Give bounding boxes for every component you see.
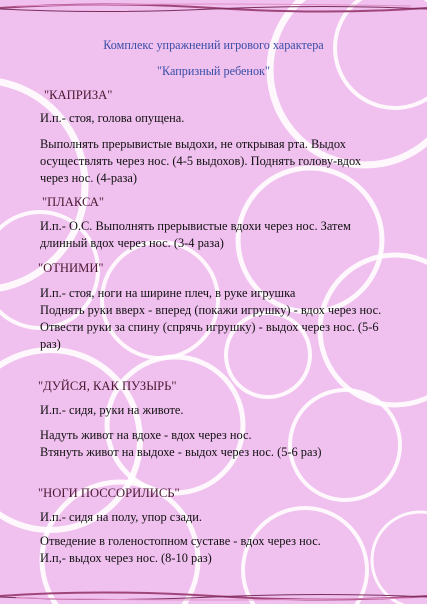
exercise-text-line: Надуть живот на вдохе - вдох через нос. (40, 428, 252, 442)
exercise-heading: "ПЛАКСА" (42, 195, 104, 209)
exercise-text-line: Втянуть живот на выдохе - выдох через нос. (5-6 раз) (40, 445, 322, 459)
exercise-text-line: Отведение в голеностопном суставе - вдох через нос. (40, 534, 321, 548)
exercise-text-line: раз) (40, 337, 61, 351)
exercise-text-line: И.п.- стоя, ноги на ширине плеч, в руке игрушка (40, 286, 296, 300)
exercise-text-line: длинный вдох через нос. (3-4 раза) (40, 236, 224, 250)
exercise-heading: "НОГИ ПОССОРИЛИСЬ" (38, 486, 180, 500)
exercise-heading: "ДУЙСЯ, КАК ПУЗЫРЬ" (38, 379, 177, 393)
document-title: Комплекс упражнений игрового характера (103, 38, 324, 52)
exercise-text-line: Отвести руки за спину (спрячь игрушку) - выдох через нос. (5-6 (40, 320, 379, 334)
exercise-text-line: И.п.- О.С. Выполнять прерывистые вдохи через нос. Затем (40, 219, 351, 233)
bottom-border-ornament (0, 588, 427, 604)
exercise-text-line: И.п.- стоя, голова опущена. (40, 111, 185, 125)
exercise-text-line: через нос. (4-раза) (40, 171, 138, 185)
top-border-ornament (0, 0, 427, 16)
exercise-heading: "ОТНИМИ" (38, 261, 104, 275)
exercise-text-line: И.п,- выдох через нос. (8-10 раз) (40, 551, 212, 565)
exercise-text-line: осуществлять через нос. (4-5 выдохов). Поднять голову-вдох (40, 154, 362, 168)
exercise-text-line: Поднять руки вверх - вперед (покажи игрушку) - вдох через нос. (40, 303, 382, 317)
document-subtitle: "Капризный ребенок" (157, 64, 270, 78)
exercise-text-line: И.п.- сидя, руки на животе. (40, 403, 184, 417)
exercise-text-line: Выполнять прерывистые выдохи, не открывая рта. Выдох (40, 137, 346, 151)
exercise-text-line: И.п.- сидя на полу, упор сзади. (40, 510, 203, 524)
exercise-heading: "КАПРИЗА" (44, 88, 113, 102)
